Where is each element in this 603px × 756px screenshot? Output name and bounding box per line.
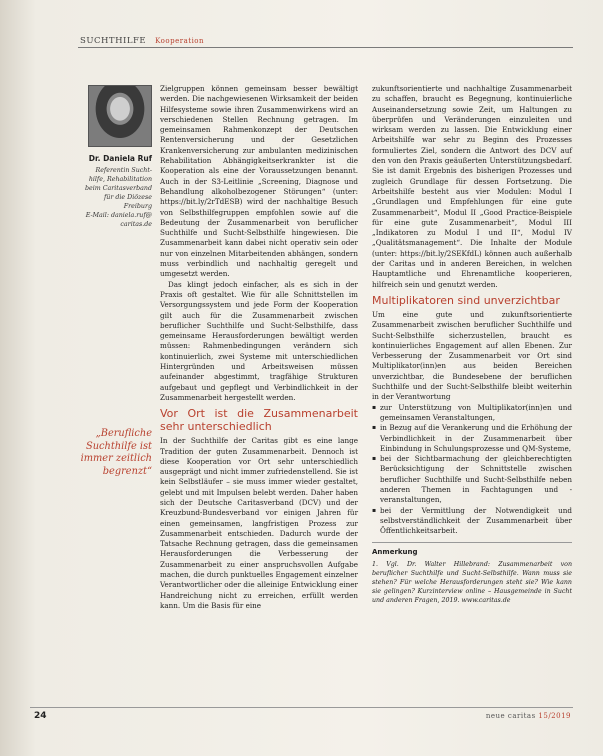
- bullet-item: ▪ in Bezug auf die Verankerung und die Erhöhung der Verbindlichkeit in der Zusammenarbeit über Einbindung in Schulungsprozesse und QM-Systeme,: [372, 423, 572, 454]
- author-info-line: beim Caritasverband: [84, 185, 152, 192]
- page-number: 24: [34, 711, 47, 721]
- body-paragraph: Um eine gute und zukunftsorientierte Zusammenarbeit zwischen beruflicher Suchthilfe und Sucht-Selbsthilfe sicherzustellen, braucht es kontinuierliches Engagement auf allen Ebenen. Zur Verbesserung der Zusammenarbeit vor Ort sind Multiplikator(inn)en aus beiden Bereichen unverzichtbar, die Bundesebene der beruflichen Suchthilfe und der Sucht-Selbsthilfe bleibt weiterhin in der Verantwortung: [372, 309, 572, 402]
- bullet-item: ▪ bei der Sichtbarmachung der gleichberechtigten Berücksichtigung der Schnittstelle zwischen beruflicher Suchthilfe und Sucht-Selbsthilfe neben anderen Themen in Fachtagungen und -veranstaltungen,: [372, 454, 572, 505]
- text-column-right: [372, 84, 572, 605]
- pull-quote-line: immer zeitlich: [80, 453, 152, 464]
- author-info-line: für die Diözese: [103, 194, 152, 201]
- note-rule: [372, 542, 572, 543]
- pull-quote-line: „Berufliche: [95, 428, 152, 439]
- section-heading: Multiplikatoren sind unverzichtbar: [372, 293, 560, 307]
- section-heading: Vor Ort ist die Zusammenarbeit sehr unterschiedlich: [160, 407, 358, 434]
- header-rule: [78, 47, 573, 48]
- section-title: SUCHTHILFE: [80, 36, 147, 46]
- body-paragraph: Das klingt jedoch einfacher, als es sich in der Praxis oft gestaltet. Wie für alle Schnittstellen im Versorgungssystem und jede Form der Kooperation gilt auch für die Zusammenarbeit zwischen beruflicher Suchthilfe und Sucht-Selbsthilfe, dass gemeinsame Herausforderungen bewältigt werden müssen: Rahmenbedingungen verändern sich kontinuierlich, zwei Systeme mit unterschiedlichen Hintergründen und Arbeitsweisen müssen aufeinander abgestimmt, tragfähige Strukturen aufgebaut und gepflegt und Verbindlichkeit in der Zusammenarbeit hergestellt werden.: [160, 279, 358, 402]
- author-info-line: Referentin Sucht-: [95, 167, 152, 174]
- footer-magazine: [486, 712, 571, 720]
- running-header: [80, 36, 204, 46]
- body-paragraph: Zielgruppen können gemeinsam besser bewältigt werden. Die nachgewiesenen Wirksamkeit der beiden Hilfesysteme sowie ihren Zusammenwirkens wird an verschiedenen Stellen Rechnung getragen. Im gemeinsamen Rahmenkonzept der Deutschen Rentenversicherung und der Gesetzlichen Krankenversicherung zur ambulanten medizinischen Rehabilitation Abhängigkeitserkrankter ist die Kooperation als eine der Voraussetzungen benannt. Auch in der S3-Leitlinie „Screening, Diagnose und Behandlung alkoholbezogener Störungen“ (unter: https://bit.ly/2rTdESB) wird der nachhaltige Besuch von Selbsthilfegruppen empfohlen sowie auf die Bedeutung der Zusammenarbeit von beruflicher Suchthilfe und Sucht-Selbsthilfe hingewiesen. Die Zusammenarbeit kann dabei nicht operativ sein oder nur von einzelnen Mitarbeitenden abhängen, sondern muss verbindlich und nachhaltig geregelt und umgesetzt werden.: [160, 84, 358, 279]
- bullet-item: ▪ bei der Vermittlung der Notwendigkeit und selbstverständlichkeit der Zusammenarbeit über Öffentlichkeitsarbeit.: [372, 506, 572, 537]
- pull-quote: [52, 428, 152, 478]
- bullet-list: [372, 403, 572, 537]
- author-info: [48, 166, 152, 229]
- issue-number: 15/2019: [538, 712, 571, 720]
- author-info-line: Freiburg: [123, 203, 152, 210]
- magazine-name: neue caritas: [485, 712, 536, 720]
- subsection-title: Kooperation: [155, 37, 205, 45]
- author-info-line: hilfe, Rehabilitation: [88, 176, 152, 183]
- body-paragraph: In der Suchthilfe der Caritas gibt es eine lange Tradition der guten Zusammenarbeit. Dennoch ist diese Kooperation vor Ort sehr unterschiedlich ausgeprägt und nicht immer zufriedenstellend. Sie ist kein Selbstläufer – sie muss immer wieder gestaltet, gelebt und mit Impulsen belebt werden. Daher haben sich der Deutsche Caritasverband (DCV) und der Kreuzbund-Bundesverband vor einigen Jahren für einen gemeinsamen, langfristigen Prozess zur Zusammenarbeit entschieden. Dadurch wurde der Tatsache Rechnung getragen, dass die gemeinsamen Herausforderungen die Verbesserung der Zusammenarbeit zu einer anspruchsvollen Aufgabe machen, die durch punktuelles Engagement einzelner Verantwortlicher oder die alleinige Entwicklung einer Handreichung nicht zu erreichen, erfüllt werden kann. Um die Basis für eine: [160, 436, 358, 610]
- pull-quote-line: Suchthilfe ist: [86, 440, 152, 452]
- author-name: Dr. Daniela Ruf: [88, 154, 152, 163]
- note-heading: Anmerkung: [372, 548, 418, 557]
- pull-quote-line: begrenzt“: [102, 465, 152, 477]
- author-photo: [88, 85, 152, 147]
- text-column-left: [160, 84, 358, 611]
- body-paragraph: zukunftsorientierte und nachhaltige Zusammenarbeit zu schaffen, braucht es Begegnung, kontinuierliche Auseinandersetzung sowie Zeit, um Haltungen zu überprüfen und Veränderungen einzuleiten und wirksam werden zu lassen. Die Entwicklung einer Arbeitshilfe war sehr zu Beginn des Prozesses formuliertes Ziel, sondern die Antwort des DCV auf den von den Praxis geäußerten Unterstützungsbedarf. Sie ist damit Ergebnis des bisherigen Prozesses und zugleich Grundlage für dessen Fortsetzung. Die Arbeitshilfe besteht aus vier Modulen: Modul I „Grundlagen und Empfehlungen für eine gute Zusammenarbeit“, Modul II „Good Practice-Beispiele für eine gute Zusammenarbeit“, Modul III „Indikatoren zu Modul I und II“, Modul IV „Qualitätsmanagement“. Die Inhalte der Module (unter: https://bit.ly/2SEKfdL) können auch außerhalb der Caritas und in anderen Bereichen, in welchen Hauptamtliche und Ehrenamtliche kooperieren, hilfreich sein und genutzt werden.: [372, 84, 572, 289]
- footer-rule: [30, 707, 573, 708]
- author-info-line: E-Mail: daniela.ruf@: [85, 212, 152, 219]
- footnote: 1. Vgl. Dr. Walter Hillebrand: Zusammenarbeit von beruflicher Suchthilfe und Sucht-Selbsthilfe. Wann muss sie stehen? Für welche Herausforderungen steht sie? Wie kann sie gelingen? Kurzinterview online – Hausgemeinde in Sucht und anderen Fragen, 2019. www.caritas.de: [372, 560, 572, 604]
- author-info-line: caritas.de: [120, 221, 152, 228]
- bullet-item: ▪ zur Unterstützung von Multiplikator(inn)en und gemeinsamen Veranstaltungen,: [372, 403, 572, 424]
